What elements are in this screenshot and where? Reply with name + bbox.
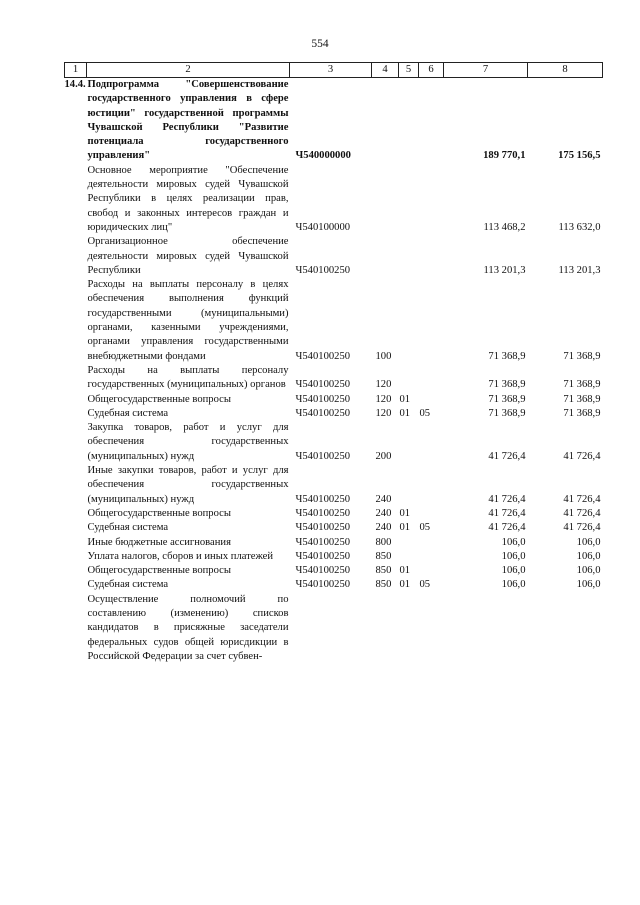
expense-type-code: 850 [375,550,392,562]
row-index [65,521,87,535]
amount-year-1: 41 726,4 [488,493,526,505]
column-header: 1 [65,63,87,78]
row-name: Иные бюджетные ассигнования [87,536,231,548]
target-code: Ч540100250 [295,493,351,505]
row-name: Расходы на выплаты персоналу в целях обеспечения выполнения функций государственными (муниципальными) органами, казенными учреждениями, органами управления государственными внебюджетными фондами [87,279,289,362]
row-name: Общегосударственные вопросы [87,565,231,577]
expense-type-code: 800 [375,536,392,548]
table-row [65,164,603,235]
row-name: Закупка товаров, работ и услуг для обеспечения государственных (муниципальных) нужд [87,422,289,462]
row-index [65,507,87,521]
amount-year-2: 41 726,4 [563,507,601,519]
row-index [65,536,87,550]
column-header: 5 [399,63,419,78]
table-row [65,578,603,592]
expense-type-code: 850 [375,565,392,577]
column-header: 2 [87,63,290,78]
table-row [65,564,603,578]
row-index [65,578,87,592]
amount-year-2: 41 726,4 [563,450,601,462]
expense-type-code: 240 [375,507,392,519]
amount-year-1: 106,0 [501,579,526,591]
section-code [399,536,419,550]
row-index [65,464,87,507]
amount-year-2: 71 368,9 [563,407,601,419]
target-code: Ч540000000 [295,150,351,162]
subsection-code: 05 [419,407,431,419]
row-index [65,364,87,393]
target-code: Ч540100250 [295,550,351,562]
table-row [65,407,603,421]
section-code: 01 [399,579,411,591]
target-code: Ч540100250 [295,536,351,548]
subsection-code [419,507,444,521]
amount-year-2: 41 726,4 [563,493,601,505]
row-name: Общегосударственные вопросы [87,507,231,519]
amount-year-2 [528,593,603,664]
table-row [65,393,603,407]
amount-year-1: 71 368,9 [488,393,526,405]
amount-year-1: 41 726,4 [488,450,526,462]
section-code [399,164,419,235]
row-index [65,407,87,421]
amount-year-2: 113 201,3 [558,264,601,276]
amount-year-2: 71 368,9 [563,393,601,405]
amount-year-1: 106,0 [501,565,526,577]
expense-type-code: 200 [375,450,392,462]
table-row [65,364,603,393]
row-name: Судебная система [87,407,169,419]
expense-type-code: 240 [375,493,392,505]
target-code: Ч540100250 [295,264,351,276]
expense-type-code: 120 [375,393,392,405]
row-name: Общегосударственные вопросы [87,393,231,405]
target-code: Ч540100250 [295,565,351,577]
row-index [65,393,87,407]
amount-year-1 [444,593,528,664]
table-row [65,507,603,521]
section-code [399,593,419,664]
row-index [65,421,87,464]
table-row [65,536,603,550]
amount-year-1: 71 368,9 [488,379,526,391]
row-name: Подпрограмма "Совершенствование государственного управления в сфере юстиции" государственной программы Чувашской Республики "Развитие потенциала государственного управления" [87,79,289,162]
section-code: 01 [399,393,411,405]
section-code [399,550,419,564]
amount-year-1: 189 770,1 [483,150,526,162]
section-code: 01 [399,507,411,519]
target-code: Ч540100250 [295,379,351,391]
row-index [65,164,87,235]
row-name: Уплата налогов, сборов и иных платежей [87,550,274,562]
row-name: Судебная система [87,579,169,591]
expense-type-code: 100 [375,350,392,362]
subsection-code: 05 [419,579,431,591]
table-row [65,521,603,535]
table-row [65,235,603,278]
amount-year-1: 113 468,2 [483,221,526,233]
section-code [399,278,419,364]
amount-year-2: 71 368,9 [563,379,601,391]
row-name: Расходы на выплаты персоналу государственных (муниципальных) органов [87,364,289,391]
target-code: Ч540100250 [295,450,351,462]
subsection-code [419,464,444,507]
amount-year-2: 106,0 [576,565,601,577]
row-index [65,550,87,564]
section-code: 01 [399,565,411,577]
subsection-code [419,564,444,578]
amount-year-1: 71 368,9 [488,407,526,419]
table-row [65,278,603,364]
column-header: 6 [419,63,444,78]
amount-year-2: 106,0 [576,550,601,562]
page-number: 554 [311,38,329,50]
table-row [65,78,603,164]
table-body [65,78,603,665]
expense-type-code: 240 [375,522,392,534]
column-header: 4 [372,63,399,78]
target-code: Ч540100250 [295,507,351,519]
expense-type-code [372,235,399,278]
amount-year-1: 106,0 [501,550,526,562]
row-index: 14.4. [64,79,86,90]
row-name: Судебная система [87,522,169,534]
column-header: 7 [444,63,528,78]
subsection-code [419,393,444,407]
row-name: Организационное обеспечение деятельности мировых судей Чувашской Республики [87,236,289,276]
subsection-code [419,235,444,278]
header-row [65,63,603,78]
expense-type-code: 850 [375,579,392,591]
section-code [399,364,419,393]
subsection-code [419,164,444,235]
budget-table [64,62,603,664]
section-code: 01 [399,407,411,419]
amount-year-1: 106,0 [501,536,526,548]
subsection-code [419,421,444,464]
table-header [65,63,603,78]
table-row [65,464,603,507]
amount-year-2: 113 632,0 [558,221,601,233]
target-code: Ч540100250 [295,393,351,405]
row-name: Основное мероприятие "Обеспечение деятельности мировых судей Чувашской Республики в целях реализации прав, свобод и законных интересов граждан и юридических лиц" [87,164,289,233]
section-code [399,235,419,278]
table-row [65,550,603,564]
row-name: Осуществление полномочий по составлению (изменению) списков кандидатов в присяжные заседатели федеральных судов общей юрисдикции в Российской Федерации за счет субвен- [87,593,289,662]
target-code [290,593,372,664]
amount-year-1: 41 726,4 [488,522,526,534]
amount-year-2: 71 368,9 [563,350,601,362]
amount-year-1: 113 201,3 [483,264,526,276]
target-code: Ч540100250 [295,579,351,591]
row-index [65,593,87,664]
section-code [399,464,419,507]
target-code: Ч540100250 [295,522,351,534]
row-index [65,278,87,364]
subsection-code [419,364,444,393]
amount-year-2: 106,0 [576,579,601,591]
amount-year-1: 41 726,4 [488,507,526,519]
target-code: Ч540100250 [295,350,351,362]
table-row [65,421,603,464]
subsection-code [419,278,444,364]
target-code: Ч540100000 [295,221,351,233]
expense-type-code [372,164,399,235]
expense-type-code: 120 [375,379,392,391]
subsection-code [419,593,444,664]
column-header: 3 [290,63,372,78]
amount-year-2: 41 726,4 [563,522,601,534]
row-index [65,564,87,578]
column-header: 8 [528,63,603,78]
subsection-code [419,536,444,550]
section-code: 01 [399,522,411,534]
amount-year-1: 71 368,9 [488,350,526,362]
subsection-code [419,550,444,564]
subsection-code [419,78,444,164]
section-code [399,421,419,464]
subsection-code: 05 [419,522,431,534]
row-name: Иные закупки товаров, работ и услуг для обеспечения государственных (муниципальных) нужд [87,465,289,505]
expense-type-code [372,78,399,164]
expense-type-code [372,593,399,664]
amount-year-2: 106,0 [576,536,601,548]
target-code: Ч540100250 [295,407,351,419]
row-index [65,235,87,278]
expense-type-code: 120 [375,407,392,419]
section-code [399,78,419,164]
amount-year-2: 175 156,5 [558,150,601,162]
table-row [65,593,603,664]
